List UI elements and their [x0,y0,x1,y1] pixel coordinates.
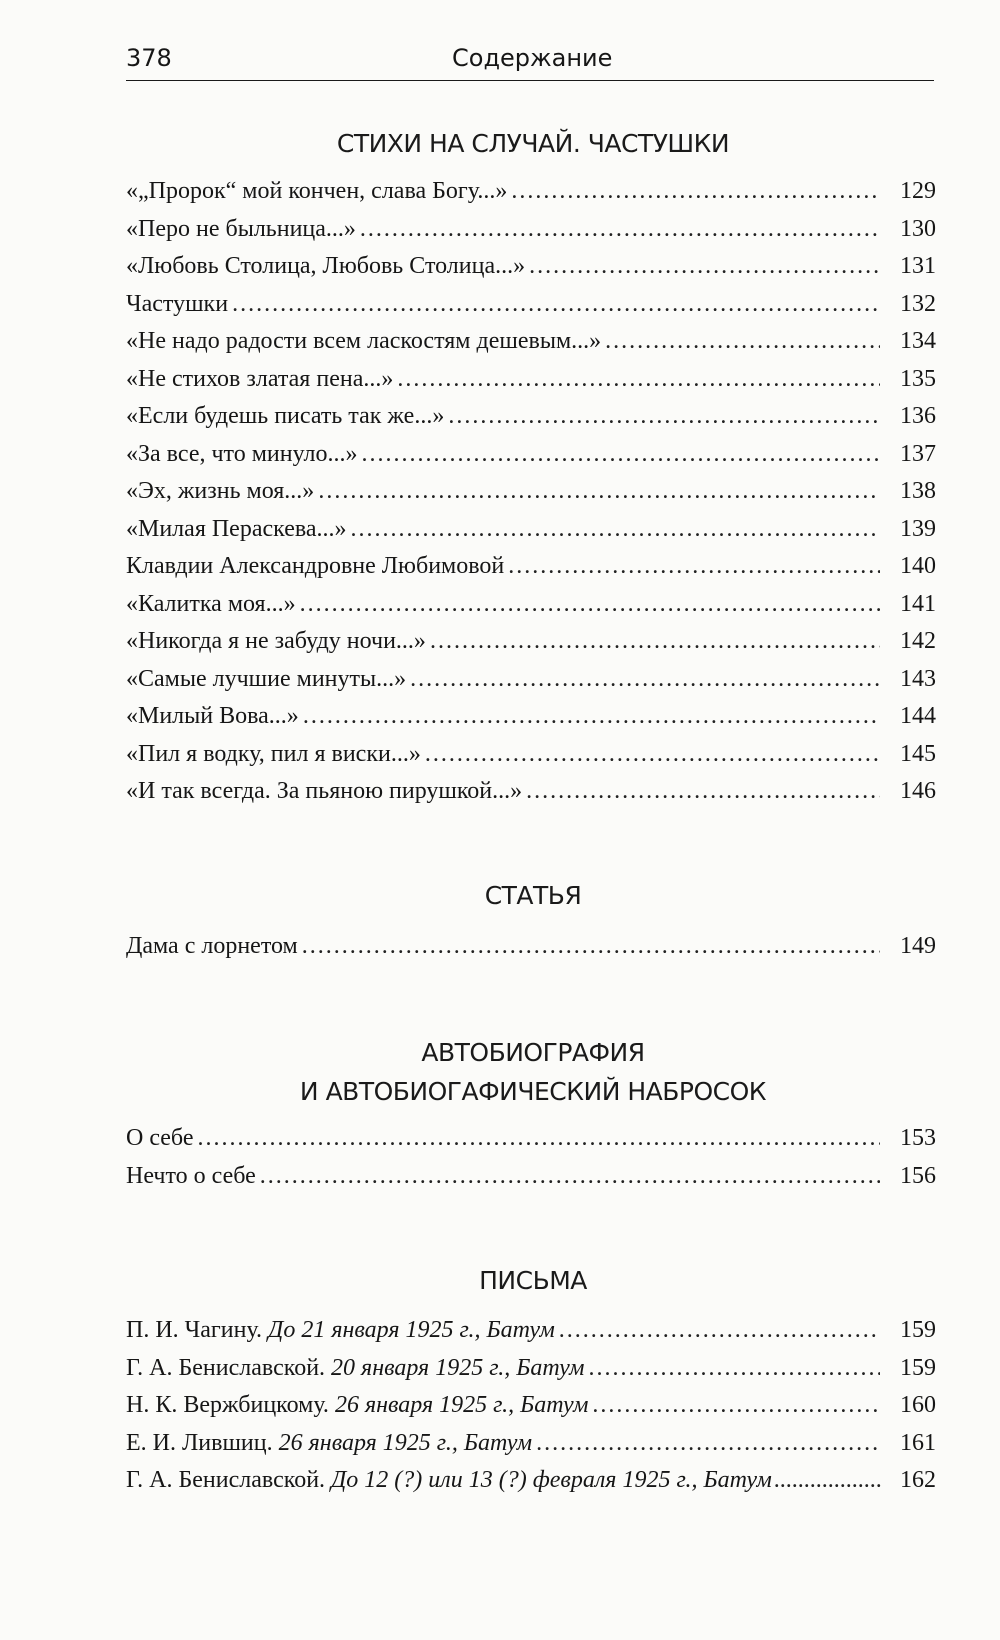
toc-entry-page: 132 [900,290,936,317]
toc-entry-title: «И так всегда. За пьяною пирушкой...» [126,778,523,804]
toc-entry-title [126,1355,585,1382]
section-title-line: АВТОБИОГРАФИЯ [421,1038,645,1067]
dot-leader [589,1355,881,1382]
toc-entry[interactable] [126,516,936,554]
dot-leader [360,216,880,243]
toc-entry-page: 143 [900,665,936,692]
toc-entry-page: 161 [900,1429,936,1456]
toc-entry[interactable] [126,591,936,629]
toc-entry-page: 159 [900,1354,936,1381]
toc-entry-title: «За все, что минуло...» [126,440,358,467]
letter-date-place: До 21 января 1925 г., Батум [268,1317,555,1343]
letter-recipient: Г. А. Бениславской. [126,1467,326,1493]
toc-entry[interactable] [126,403,936,441]
letter-date-place: 26 января 1925 г., Батум [334,1392,589,1418]
toc-entry[interactable] [126,933,936,971]
toc-entry-title [126,1317,555,1344]
toc-entry[interactable] [126,1392,936,1430]
toc-entry-title [126,1392,588,1419]
toc-entry-title: «Эх, жизнь моя...» [126,478,315,504]
toc-entry[interactable] [126,1163,936,1201]
section-title-line: ПИСЬМА [479,1266,587,1295]
toc-entry-title: Частушки [126,290,229,317]
section-title-article [126,876,940,915]
toc-entry-page: 156 [900,1162,936,1189]
toc-entry[interactable] [126,1430,936,1468]
letter-date-place: 26 января 1925 г., Батум [278,1429,533,1456]
toc-entry[interactable] [126,478,936,516]
dot-leader [508,553,880,580]
toc-entry[interactable] [126,1467,936,1505]
toc-entry-title: «Не стихов златая пена...» [126,365,394,392]
letter-date-place: До 12 (?) или 13 (?) февраля 1925 г., Батум [331,1467,772,1493]
toc-entry-page: 162 [900,1467,936,1493]
toc-entry[interactable] [126,778,936,816]
toc-entry[interactable] [126,553,936,591]
section-title-line: СТИХИ НА СЛУЧАЙ. ЧАСТУШКИ [336,129,730,158]
toc-entry-page: 144 [900,703,936,729]
dot-leader [260,1163,880,1190]
letter-recipient: Г. А. Бениславской. [126,1354,326,1381]
toc-entry-page: 149 [900,933,936,959]
dot-leader [536,1430,880,1457]
toc-entry-page: 137 [900,440,936,467]
dot-leader [232,291,880,318]
dot-leader [529,253,880,280]
toc-entry-title: «„Пророк“ мой кончен, слава Богу...» [126,178,508,204]
toc-entry[interactable] [126,366,936,404]
dot-leader [448,403,880,430]
toc-entry-page: 138 [900,478,936,504]
toc-entry-title [126,1467,772,1494]
section-title-autobiography [126,1033,940,1111]
toc-entry[interactable] [126,1317,936,1355]
toc-entry-page: 145 [900,740,936,767]
letter-recipient: Н. К. Вержбицкому. [126,1392,329,1418]
running-head-title: Содержание [452,44,613,72]
toc-entry-page: 130 [900,215,936,242]
toc-entry-page: 140 [900,553,936,579]
dot-leader [351,516,880,543]
toc-entry-title: «Милая Пераскева...» [126,515,347,542]
toc-entry-title: Дама с лорнетом [126,933,298,959]
dot-leader [559,1317,880,1344]
dot-leader [318,478,880,505]
toc-entry-title: Нечто о себе [126,1162,256,1189]
toc-entry-page: 146 [900,778,936,804]
toc-entry-page: 134 [900,328,936,354]
dot-leader [397,366,880,393]
toc-entry-title: «Самые лучшие минуты...» [126,665,407,692]
dot-leader [425,741,880,768]
dot-leader [197,1125,880,1152]
toc-entry-title: «Милый Вова...» [126,703,299,729]
header-rule [126,80,934,81]
toc-entry-page: 159 [900,1317,936,1343]
toc-entry[interactable] [126,216,936,254]
dot-leader [303,703,880,730]
toc-entry[interactable] [126,441,936,479]
toc-entry[interactable] [126,1125,936,1163]
toc-entry-page: 141 [900,590,936,617]
section-title-letters [126,1261,940,1300]
toc-entry-page: 142 [900,628,936,654]
toc-list-poems [126,178,936,816]
toc-entry[interactable] [126,328,936,366]
dot-leader [526,778,880,805]
toc-entry-page: 139 [900,515,936,542]
toc-entry-title: «Перо не быльница...» [126,215,356,242]
section-title-line: И АВТОБИОГАФИЧЕСКИЙ НАБРОСОК [299,1077,767,1106]
toc-entry-page: 131 [900,253,936,279]
toc-entry-title [126,1430,532,1457]
toc-entry[interactable] [126,628,936,666]
dot-leader [511,178,880,205]
toc-entry-title: «Калитка моя...» [126,590,296,617]
toc-entry-page: 129 [900,178,936,204]
dot-leader [410,666,880,693]
toc-entry-page: 136 [900,403,936,429]
toc-entry-title: «Если будешь писать так же...» [126,403,445,429]
toc-entry-title: «Любовь Столица, Любовь Столица...» [126,253,526,279]
toc-entry[interactable] [126,178,936,216]
toc-entry[interactable] [126,1355,936,1393]
toc-entry[interactable] [126,666,936,704]
running-head [126,40,934,82]
toc-entry-page: 135 [900,365,936,392]
dot-leader [605,328,880,355]
section-title-line: СТАТЬЯ [484,881,582,910]
toc-entry-page: 153 [900,1125,936,1151]
toc-entry[interactable] [126,253,936,291]
toc-list-letters [126,1317,936,1505]
toc-entry-title: «Пил я водку, пил я виски...» [126,740,421,767]
toc-entry-title: О себе [126,1125,194,1151]
letter-date-place: 20 января 1925 г., Батум [331,1354,585,1381]
toc-entry[interactable] [126,741,936,779]
letter-recipient: Е. И. Лившиц. [126,1429,273,1456]
toc-list-autobiography [126,1125,936,1200]
section-title-poems [126,124,940,163]
toc-entry[interactable] [126,703,936,741]
page-number: 378 [126,44,172,72]
toc-entry[interactable] [126,291,936,329]
toc-entry-page: 160 [900,1392,936,1418]
toc-list-article [126,933,936,971]
dot-leader [774,1467,882,1494]
toc-entry-title: «Никогда я не забуду ночи...» [126,628,426,654]
dot-leader [430,628,880,655]
toc-entry-title: «Не надо радости всем ласкостям дешевым...» [126,328,602,354]
dot-leader [362,441,880,468]
dot-leader [592,1392,880,1419]
toc-entry-title: Клавдии Александровне Любимовой [126,553,505,579]
dot-leader [300,591,880,618]
dot-leader [302,933,880,960]
letter-recipient: П. И. Чагину. [126,1317,263,1343]
